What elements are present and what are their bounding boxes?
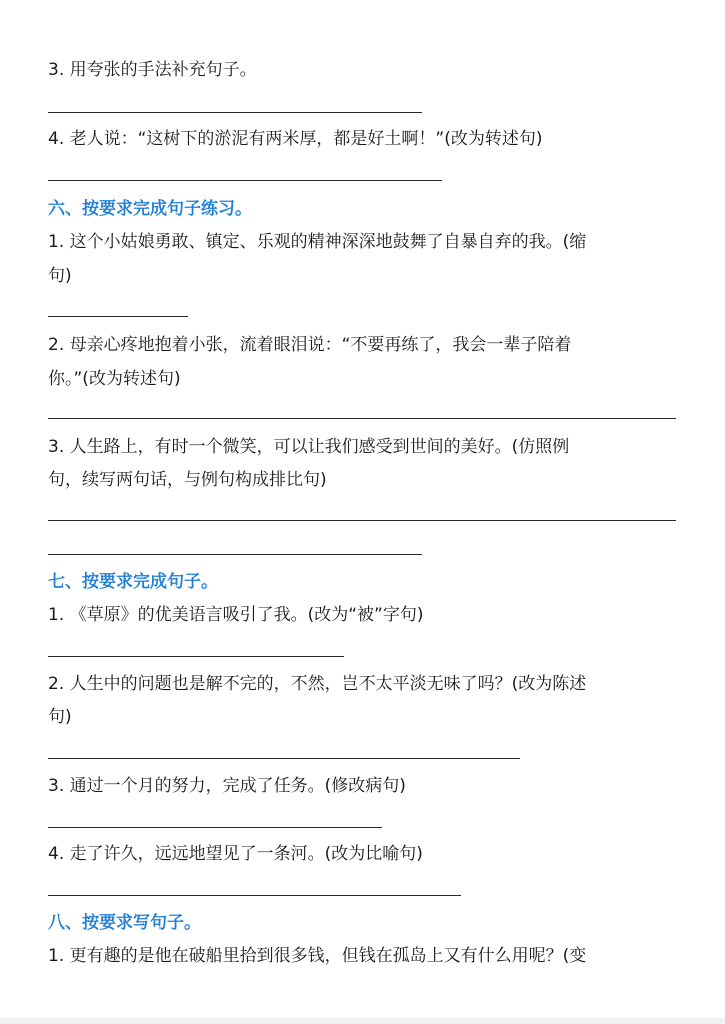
answer-line-7-3[interactable]	[48, 827, 382, 828]
answer-line-5-4[interactable]	[48, 180, 442, 181]
question-6-1-line1: 1. 这个小姑娘勇敢、镇定、乐观的精神深深地鼓舞了自暴自弃的我。(缩	[48, 232, 587, 252]
answer-line-6-2[interactable]	[48, 418, 676, 419]
question-6-2-line2: 你。”(改为转述句)	[48, 369, 181, 389]
answer-line-6-1[interactable]	[48, 316, 188, 317]
question-6-3-line2: 句，续写两句话，与例句构成排比句)	[48, 470, 327, 490]
answer-line-6-3b[interactable]	[48, 554, 422, 555]
question-7-2-line1: 2. 人生中的问题也是解不完的，不然，岂不太平淡无味了吗？(改为陈述	[48, 674, 587, 694]
answer-line-7-2[interactable]	[48, 758, 520, 759]
section-8-heading: 八、按要求写句子。	[48, 913, 201, 933]
question-7-4: 4. 走了许久，远远地望见了一条河。(改为比喻句)	[48, 844, 423, 864]
answer-line-7-1[interactable]	[48, 656, 344, 657]
question-6-3-line1: 3. 人生路上，有时一个微笑，可以让我们感受到世间的美好。(仿照例	[48, 437, 570, 457]
section-6-heading: 六、按要求完成句子练习。	[48, 199, 252, 219]
question-7-2-line2: 句)	[48, 707, 72, 727]
question-7-1: 1. 《草原》的优美语言吸引了我。(改为“被”字句)	[48, 605, 424, 625]
question-5-4: 4. 老人说：“这树下的淤泥有两米厚，都是好土啊！”(改为转述句)	[48, 129, 543, 149]
question-7-3: 3. 通过一个月的努力，完成了任务。(修改病句)	[48, 776, 406, 796]
answer-line-7-4[interactable]	[48, 895, 461, 896]
question-8-1: 1. 更有趣的是他在破船里拾到很多钱，但钱在孤岛上又有什么用呢？(变	[48, 946, 587, 966]
page-bottom-edge	[0, 1018, 725, 1024]
section-7-heading: 七、按要求完成句子。	[48, 572, 218, 592]
question-6-1-line2: 句)	[48, 266, 72, 286]
answer-line-5-3[interactable]	[48, 112, 422, 113]
question-5-3: 3. 用夸张的手法补充句子。	[48, 60, 257, 80]
answer-line-6-3a[interactable]	[48, 520, 676, 521]
question-6-2-line1: 2. 母亲心疼地抱着小张，流着眼泪说：“不要再练了，我会一辈子陪着	[48, 335, 572, 355]
